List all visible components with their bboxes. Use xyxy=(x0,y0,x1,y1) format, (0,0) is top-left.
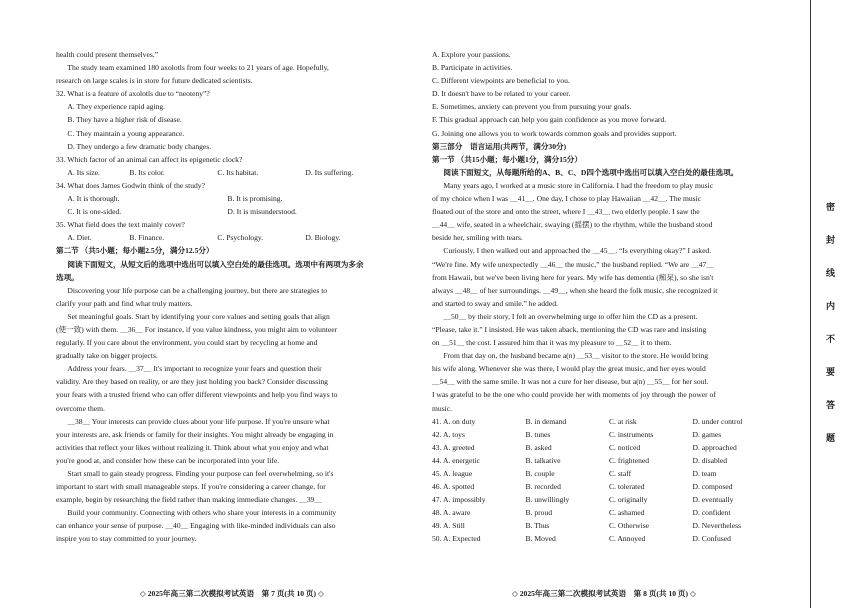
page-footer-right: ◇ 2025年高三第二次模拟考试英语 第 8 页(共 10 页) ◇ xyxy=(512,589,696,598)
answer-option: B. unwillingly xyxy=(525,495,570,505)
seal-char: 题 xyxy=(826,434,836,444)
passage-line: “We're fine. My wife unexpectedly ＿46＿ the music,” the husband replied. “We are ＿47＿ xyxy=(432,259,714,269)
passage-line: Set meaningful goals. Start by identifying your core values and setting goals that align xyxy=(67,311,330,321)
text-line: research on large scales is in store for future dedicated scientists. xyxy=(56,76,253,86)
passage-line: clarify your path and find what truly matters. xyxy=(56,298,193,308)
passage-line: of my choice when I was ＿41＿. One day, I chose to play Hawaiian ＿42＿. The music xyxy=(432,194,702,204)
answer-option: D. games xyxy=(692,429,722,439)
passage-line: from Hawaii, but we've been living here for years. My wife has dementia (痴呆), so she isn't xyxy=(432,272,714,282)
answer-option: 46. A. spotted xyxy=(432,482,475,492)
answer-option: 42. A. toys xyxy=(432,429,465,439)
passage-line: regularly. If you care about the environment, you could start by recycling at home and xyxy=(56,338,318,348)
answer-option-row xyxy=(432,519,782,532)
passage-line: Discovering your life purpose can be a challenging journey, but there are strategies to xyxy=(67,285,328,295)
passage-line: your fears with a trusted friend who can offer different viewpoints and help you find ways to xyxy=(56,390,338,400)
answer-option: D. eventually xyxy=(692,495,734,505)
answer-option: 43. A. greeted xyxy=(432,442,475,452)
answer-option: D. under control xyxy=(692,416,743,426)
answer-option-row xyxy=(432,480,782,493)
option: D. They undergo a few dramatic body changes. xyxy=(67,141,212,151)
question-stem: 32. What is a feature of axolotls due to “neoteny”? xyxy=(56,89,210,99)
question-stem: 34. What does James Godwin think of the study? xyxy=(56,180,205,190)
passage-line: important to start with small manageable steps. If you're considering a career change, for xyxy=(56,482,326,492)
passage-line: “Please, take it.” I insisted. He was taken aback, mentioning the CD was rare and insisting xyxy=(432,324,707,334)
answer-option: C. ashamed xyxy=(608,508,645,518)
option: A. Diet. xyxy=(67,233,92,243)
option: F. This gradual approach can help you gain confidence as you move forward. xyxy=(432,115,667,125)
answer-option: D. composed xyxy=(692,482,733,492)
options-row xyxy=(56,166,406,179)
answer-option: B. asked xyxy=(525,442,552,452)
right-page-column xyxy=(432,48,782,546)
answer-option: C. originally xyxy=(608,495,648,505)
answer-option: 48. A. aware xyxy=(432,508,471,518)
passage-line: inspire you to stay committed to your journey. xyxy=(56,534,197,544)
answer-option: B. recorded xyxy=(525,482,561,492)
option: D. It doesn't have to be related to your career. xyxy=(432,89,571,99)
option: C. They maintain a young appearance. xyxy=(67,128,185,138)
passage-line: on ＿51＿ the cost. I assured him that it was my pleasure to ＿52＿ it to them. xyxy=(432,338,672,348)
option: C. Different viewpoints are beneficial to you. xyxy=(432,76,570,86)
passage-line: ＿50＿ by their story, I felt an overwhelming urge to offer him the CD as a present. xyxy=(443,311,698,321)
answer-option: C. Otherwise xyxy=(608,521,650,531)
seal-char: 封 xyxy=(826,236,836,246)
seal-notice xyxy=(826,200,840,444)
answer-option-row xyxy=(432,532,782,545)
answer-option-row xyxy=(432,454,782,467)
cloze-passage xyxy=(56,284,406,546)
answer-option: C. tolerated xyxy=(608,482,645,492)
option: B. Participate in activities. xyxy=(432,63,513,73)
answer-option: C. noticed xyxy=(608,442,641,452)
answer-option-row xyxy=(432,493,782,506)
answer-option: B. talkative xyxy=(525,455,561,465)
passage-line: ＿38＿ Your interests can provide clues about your life purpose. If you're unsure what xyxy=(67,416,330,426)
answer-option: B. Moved xyxy=(525,534,556,544)
options-row xyxy=(56,192,406,205)
answer-option: 50. A. Expected xyxy=(432,534,481,544)
option: D. It is misunderstood. xyxy=(227,207,297,217)
option: E. Sometimes, anxiety can prevent you from pursuing your goals. xyxy=(432,102,632,112)
page-footer-left: ◇ 2025年高三第二次模拟考试英语 第 7 页(共 10 页) ◇ xyxy=(140,589,324,598)
answer-option-row xyxy=(432,467,782,480)
option: C. It is one-sided. xyxy=(67,207,122,217)
answer-option: B. Thus xyxy=(525,521,550,531)
passage-line: Start small to gain steady progress. Finding your purpose can feel overwhelming, so it's xyxy=(67,469,334,478)
passage-line: and started to sway and smile.” he added. xyxy=(432,298,558,308)
option: D. Its suffering. xyxy=(305,167,354,177)
answer-option: 41. A. on duty xyxy=(432,416,476,426)
passage-line: ＿44＿ wife, seated in a wheelchair, swaying (摇摆) to the rhythm, while the husband stood xyxy=(432,220,713,230)
passage-line: activities that reflect your likes without realizing it. Think about what you enjoy and what xyxy=(56,442,329,452)
option: C. Its habitat. xyxy=(217,167,259,177)
option: A. Explore your passions. xyxy=(432,50,511,59)
answer-option: D. confident xyxy=(692,508,731,518)
passage-line: From that day on, the husband became a(n) ＿53＿ visitor to the store. He would bring xyxy=(443,351,709,361)
passage-line: Many years ago, I worked at a music store in California. I had the freedom to play music xyxy=(443,180,714,190)
answer-option: C. staff xyxy=(608,469,632,478)
answer-option: B. proud xyxy=(525,508,553,518)
option: G. Joining one allows you to work towards common goals and provides support. xyxy=(432,128,677,138)
question-stem: 33. Which factor of an animal can affect its epigenetic clock? xyxy=(56,154,243,164)
answer-option: 47. A. impossibly xyxy=(432,495,486,505)
seal-char: 密 xyxy=(826,203,836,213)
section-instruction: 阅读下面短文，从每题所给的A、B、C、D四个选项中选出可以填入空白处的最佳选项。 xyxy=(443,167,739,177)
section-instruction: 选项。 xyxy=(56,272,79,282)
passage-line: floated out of the store and onto the street, where I ＿43＿ two elderly people. I saw the xyxy=(432,207,700,217)
section-title: 第二节 （共5小题；每小题2.5分，满分12.5分） xyxy=(56,246,214,256)
answer-option: C. instruments xyxy=(608,429,654,439)
passage-line: you're good at, and consider how these can be incorporated into your life. xyxy=(56,455,280,465)
passage-line: can enhance your sense of purpose. ＿40＿ Engaging with like-minded individuals can also xyxy=(56,521,336,531)
answer-option: D. team xyxy=(692,469,717,478)
passage-line: I was grateful to be the one who could provide her with moments of joy through the power of xyxy=(432,390,716,400)
answer-option: C. at risk xyxy=(608,416,637,426)
answer-option-row xyxy=(432,441,782,454)
left-page-column xyxy=(56,48,406,546)
options-row xyxy=(56,231,406,244)
answer-option: 45. A. league xyxy=(432,469,473,478)
binding-margin xyxy=(796,0,860,608)
section-title: 第一节 （共15小题；每小题1分，满分15分） xyxy=(432,154,582,164)
answer-option: B. tunes xyxy=(525,429,551,439)
answer-option: C. frightened xyxy=(608,455,650,465)
passage-line: music. xyxy=(432,403,453,413)
answer-option-row xyxy=(432,428,782,441)
answer-option-row xyxy=(432,415,782,428)
passage-line: your interests are, ask friends or family for their insights. You might already be engaging in xyxy=(56,429,334,439)
answer-option: B. in demand xyxy=(525,416,567,426)
seal-char: 不 xyxy=(826,335,836,345)
story-passage xyxy=(432,179,782,415)
answer-option: 49. A. Still xyxy=(432,521,465,531)
seal-char: 答 xyxy=(826,401,836,411)
passage-line: example, begin by researching the field rather than making immediate changes. ＿39＿ xyxy=(56,495,322,505)
passage-line: gradually take on bigger projects. xyxy=(56,351,158,361)
seal-char: 要 xyxy=(826,368,836,378)
text-line: health could present themselves.” xyxy=(56,50,159,59)
passage-line: Address your fears. ＿37＿ It's important to recognize your fears and question their xyxy=(67,364,322,374)
answer-option-row xyxy=(432,506,782,519)
option: C. Psychology. xyxy=(217,233,264,243)
passage-line: always ＿48＿ of her surroundings. ＿49＿, when she heard the folk music, she recognized it xyxy=(432,285,718,295)
option: B. Finance. xyxy=(129,233,165,243)
passage-line: his wife along. Whenever she was there, I would play the great music, and her eyes would xyxy=(432,364,706,374)
answer-option: D. approached xyxy=(692,442,737,452)
option: B. They have a higher risk of disease. xyxy=(67,115,182,125)
option: B. Its color. xyxy=(129,167,165,177)
section-instruction: 阅读下面短文，从短文后的选项中选出可以填入空白处的最佳选项。选项中有两项为多余 xyxy=(67,259,364,269)
option: B. It is promising. xyxy=(227,194,283,204)
part-title: 第三部分 语言运用(共两节，满分30分) xyxy=(432,141,567,151)
answer-option: D. disabled xyxy=(692,455,728,465)
seal-char: 内 xyxy=(826,302,836,312)
passage-line: overcome them. xyxy=(56,403,105,413)
seal-line xyxy=(810,0,811,608)
option: A. It is thorough. xyxy=(67,194,120,204)
option: A. They experience rapid aging. xyxy=(67,102,166,112)
option: A. Its size. xyxy=(67,167,100,177)
options-row xyxy=(56,205,406,218)
question-stem: 35. What field does the text mainly cover? xyxy=(56,220,185,230)
answer-option: D. Nevertheless xyxy=(692,521,741,531)
passage-line: beside her, smiling with tears. xyxy=(432,233,523,243)
answer-option: D. Confused xyxy=(692,534,731,544)
answer-option: B. couple xyxy=(525,469,555,478)
seal-char: 线 xyxy=(826,269,836,279)
option: D. Biology. xyxy=(305,233,341,243)
answer-option: 44. A. energetic xyxy=(432,455,480,465)
text-line: The study team examined 180 axolotls from four weeks to 21 years of age. Hopefully, xyxy=(67,63,329,73)
passage-line: (使一致) with them. ＿36＿ For instance, if you value kindness, you might aim to volunteer xyxy=(56,324,338,334)
passage-line: ＿54＿ with the same smile. It was not a cure for her disease, but a(n) ＿55＿ for her soul. xyxy=(432,377,709,387)
passage-line: Build your community. Connecting with others who share your interests in a community xyxy=(67,508,337,518)
answer-options-table xyxy=(432,415,782,546)
answer-option: C. Annoyed xyxy=(608,534,646,544)
passage-line: validity. Are they based on reality, or are they just holding you back? Consider discussing xyxy=(56,377,328,387)
passage-line: Curiously, I then walked out and approached the ＿45＿. “Is everything okay?” I asked. xyxy=(443,246,712,256)
